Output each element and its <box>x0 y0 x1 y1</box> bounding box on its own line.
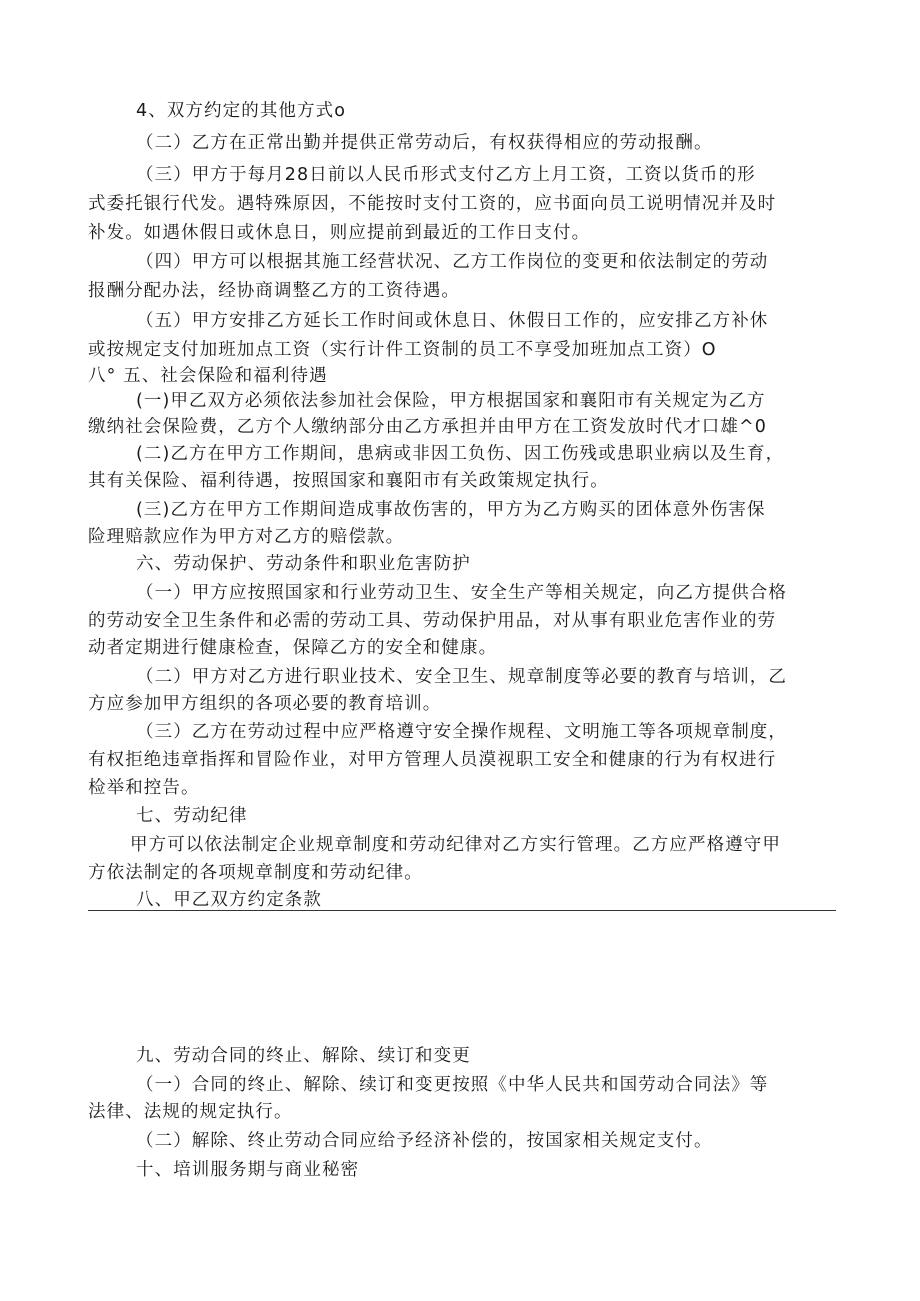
text-line: 六、劳动保护、劳动条件和职业危害防护 <box>136 554 471 574</box>
text-line: 险理赔款应作为甲方对乙方的赔偿款。 <box>88 527 405 547</box>
text-line: 九、劳动合同的终止、解除、续订和变更 <box>136 1046 471 1066</box>
text-line: 4、双方约定的其他方式o <box>136 101 347 121</box>
text-line: 方应参加甲方组织的各项必要的教育培训。 <box>88 694 442 714</box>
text-line: （一）甲方应按照国家和行业劳动卫生、安全生产等相关规定，向乙方提供合格 <box>136 583 787 603</box>
text-line: 动者定期进行健康检查，保障乙方的安全和健康。 <box>88 638 498 658</box>
section-divider <box>88 910 836 911</box>
text-line: 补发。如遇休假日或休息日，则应提前到最近的工作日支付。 <box>88 223 591 243</box>
text-line: 的劳动安全卫生条件和必需的劳动工具、劳动保护用品，对从事有职业危害作业的劳 <box>88 611 777 631</box>
text-line: （一）合同的终止、解除、续订和变更按照《中华人民共和国劳动合同法》等 <box>136 1075 769 1095</box>
text-line: 式委托银行代发。遇特殊原因，不能按时支付工资的，应书面向员工说明情况并及时 <box>88 194 777 214</box>
text-line: 报酬分配办法，经协商调整乙方的工资待遇。 <box>88 281 460 301</box>
text-line: 检举和控告。 <box>88 778 200 798</box>
text-line: (三)乙方在甲方工作期间造成事故伤害的，甲方为乙方购买的团体意外伤害保 <box>136 500 766 520</box>
text-line: 法律、法规的规定执行。 <box>88 1102 293 1122</box>
text-line: （二）解除、终止劳动合同应给予经济补偿的，按国家相关规定支付。 <box>136 1131 713 1151</box>
text-line: 有权拒绝违章指挥和冒险作业，对甲方管理人员漠视职工安全和健康的行为有权进行 <box>88 750 777 770</box>
text-line: 方依法制定的各项规章制度和劳动纪律。 <box>88 863 423 883</box>
text-line: (一)甲乙双方必须依法参加社会保险，甲方根据国家和襄阳市有关规定为乙方 <box>136 391 766 411</box>
text-line: 八° 五、社会保险和福利待遇 <box>88 366 328 386</box>
text-line: （二）甲方对乙方进行职业技术、安全卫生、规章制度等必要的教育与培训，乙 <box>136 667 787 687</box>
text-line: (二)乙方在甲方工作期间，患病或非因工负伤、因工伤残或患职业病以及生育， <box>136 444 785 464</box>
text-line: （五）甲方安排乙方延长工作时间或休息日、休假日工作的，应安排乙方补休 <box>136 311 769 331</box>
text-line: 或按规定支付加班加点工资（实行计件工资制的员工不享受加班加点工资）O <box>88 340 717 360</box>
text-line: （四）甲方可以根据其施工经营状况、乙方工作岗位的变更和依法制定的劳动 <box>136 252 769 272</box>
text-line: 十、培训服务期与商业秘密 <box>136 1160 360 1180</box>
text-line: （三）乙方在劳动过程中应严格遵守安全操作规程、文明施工等各项规章制度， <box>136 722 787 742</box>
text-line: 缴纳社会保险费，乙方个人缴纳部分由乙方承担并由甲方在工资发放时代才口雄^0 <box>88 417 767 437</box>
text-line: 其有关保险、福利待遇，按照国家和襄阳市有关政策规定执行。 <box>88 471 609 491</box>
text-line: （三）甲方于每月28日前以人民币形式支付乙方上月工资，工资以货币的形 <box>136 165 756 185</box>
text-line: 八、甲乙双方约定条款 <box>136 890 322 910</box>
text-line: 甲方可以依法制定企业规章制度和劳动纪律对乙方实行管理。乙方应严格遵守甲 <box>130 835 781 855</box>
text-line: （二）乙方在正常出勤并提供正常劳动后，有权获得相应的劳动报酬。 <box>136 133 713 153</box>
text-line: 七、劳动纪律 <box>136 806 248 826</box>
